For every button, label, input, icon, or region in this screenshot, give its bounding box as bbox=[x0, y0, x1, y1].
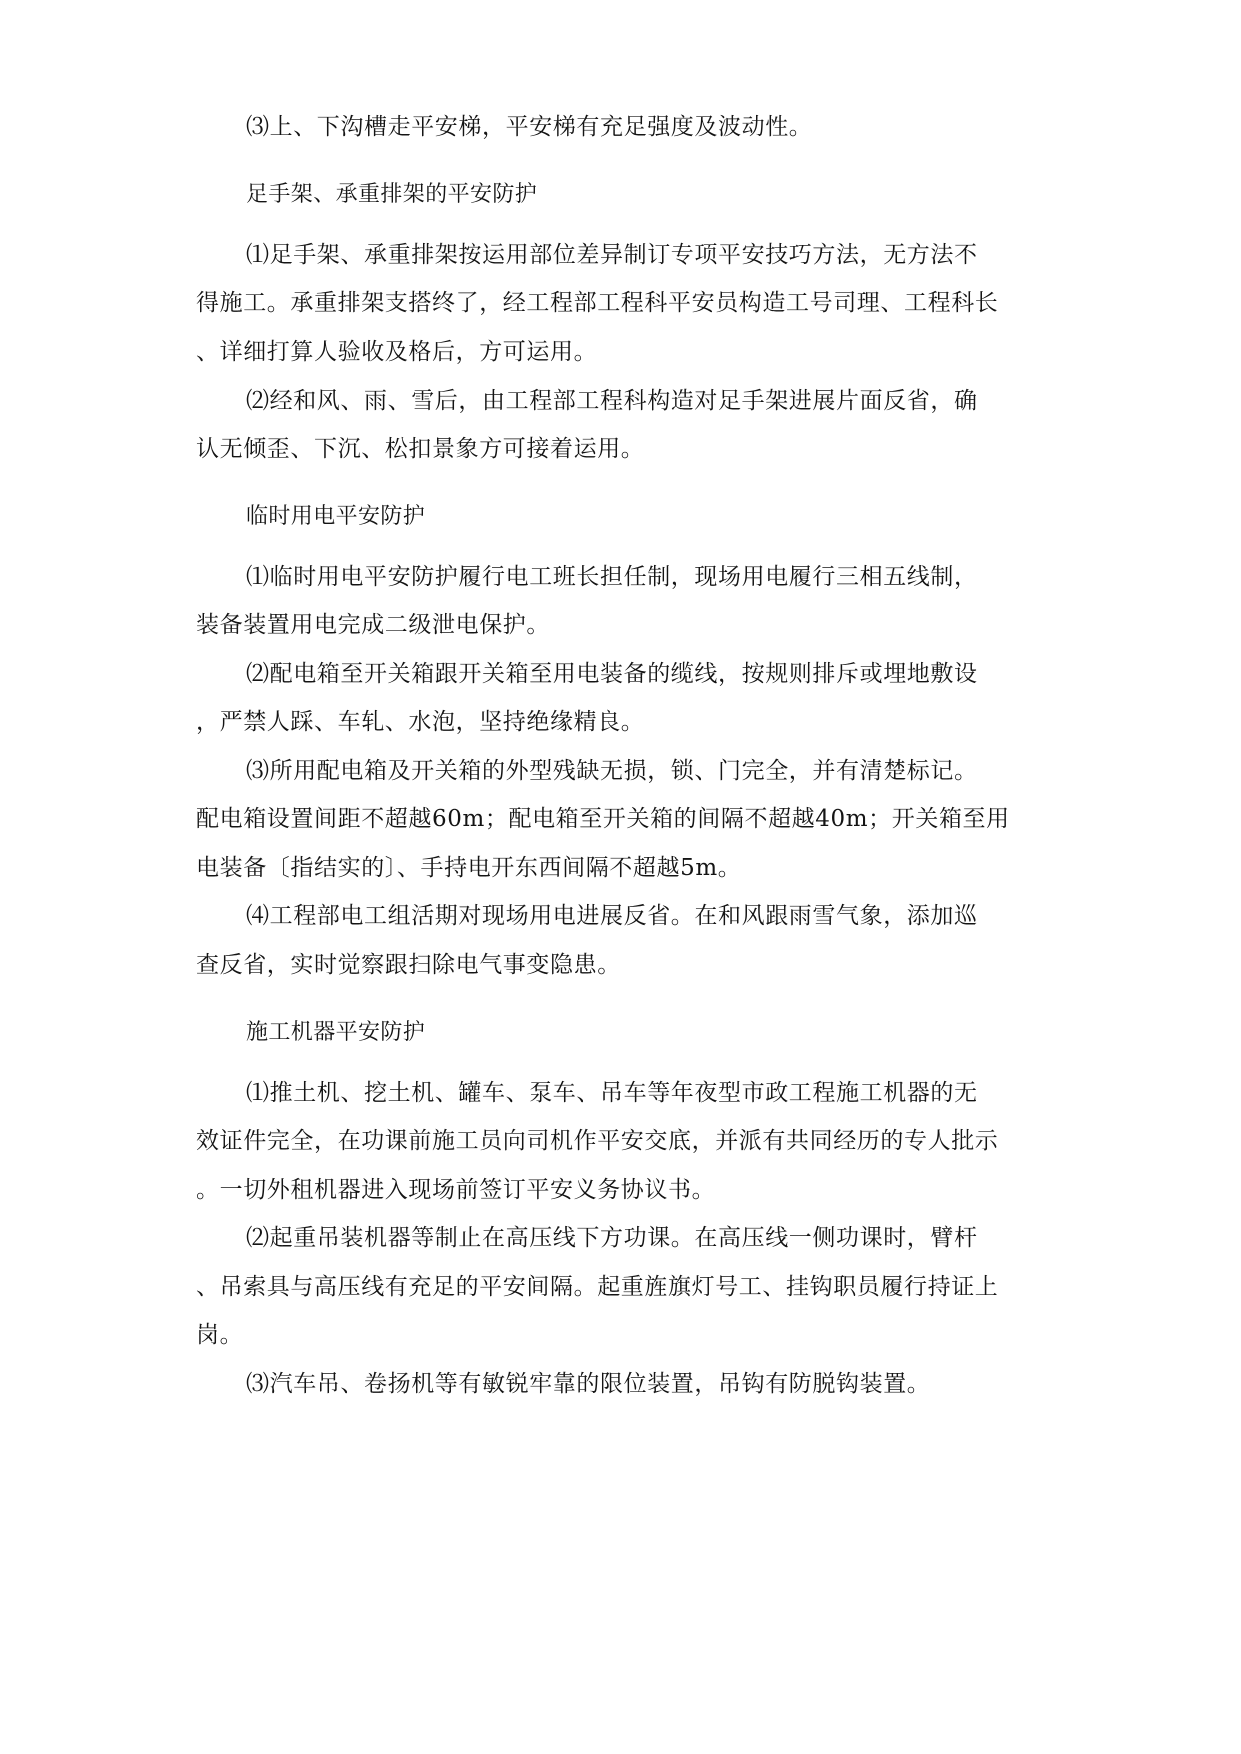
paragraph-line: ⑶上、下沟槽走平安梯，平安梯有充足强度及波动性。 bbox=[246, 114, 813, 140]
paragraph-line: 岗。 bbox=[196, 1322, 244, 1348]
paragraph-line: 效证件完全，在功课前施工员向司机作平安交底，并派有共同经历的专人批示 bbox=[196, 1128, 999, 1154]
paragraph-line: 、详细打算人验收及格后，方可运用。 bbox=[196, 339, 598, 365]
paragraph-line: 认无倾歪、下沉、松扣景象方可接着运用。 bbox=[196, 436, 645, 462]
section-heading: 足手架、承重排架的平安防护 bbox=[246, 182, 538, 207]
paragraph-line: 查反省，实时觉察跟扫除电气事变隐患。 bbox=[196, 952, 621, 978]
paragraph-line: 得施工。承重排架支搭终了，经工程部工程科平安员构造工号司理、工程科长 bbox=[196, 290, 999, 316]
paragraph-line: ⑴推土机、挖土机、罐车、泵车、吊车等年夜型市政工程施工机器的无 bbox=[246, 1080, 978, 1106]
paragraph-line: ⑷工程部电工组活期对现场用电进展反省。在和风跟雨雪气象，添加巡 bbox=[246, 903, 978, 929]
paragraph-line: ⑶汽车吊、卷扬机等有敏锐牢靠的限位装置，吊钩有防脱钩装置。 bbox=[246, 1371, 931, 1397]
paragraph-line: ⑴临时用电平安防护履行电工班长担任制，现场用电履行三相五线制， bbox=[246, 564, 978, 590]
paragraph-line: ⑵配电箱至开关箱跟开关箱至用电装备的缆线，按规则排斥或埋地敷设 bbox=[246, 661, 978, 687]
paragraph-line: ⑵起重吊装机器等制止在高压线下方功课。在高压线一侧功课时，臂杆 bbox=[246, 1225, 978, 1251]
paragraph-line: ，严禁人踩、车轧、水泡，坚持绝缘精良。 bbox=[196, 709, 645, 735]
paragraph-line: 、吊索具与高压线有充足的平安间隔。起重旌旗灯号工、挂钩职员履行持证上 bbox=[196, 1274, 999, 1300]
section-heading: 施工机器平安防护 bbox=[246, 1020, 426, 1045]
paragraph-line: 。一切外租机器进入现场前签订平安义务协议书。 bbox=[196, 1177, 716, 1203]
paragraph-line: ⑵经和风、雨、雪后，由工程部工程科构造对足手架进展片面反省，确 bbox=[246, 388, 978, 414]
paragraph-line: 电装备〔指结实的〕、手持电开东西间隔不超越5m。 bbox=[196, 855, 742, 881]
paragraph-line: ⑶所用配电箱及开关箱的外型残缺无损，锁、门完全，并有清楚标记。 bbox=[246, 758, 978, 784]
paragraph-line: ⑴足手架、承重排架按运用部位差异制订专项平安技巧方法，无方法不 bbox=[246, 242, 978, 268]
paragraph-line: 配电箱设置间距不超越60m；配电箱至开关箱的间隔不超越40m；开关箱至用 bbox=[196, 806, 1010, 832]
section-heading: 临时用电平安防护 bbox=[246, 504, 426, 529]
paragraph-line: 装备装置用电完成二级泄电保护。 bbox=[196, 612, 550, 638]
